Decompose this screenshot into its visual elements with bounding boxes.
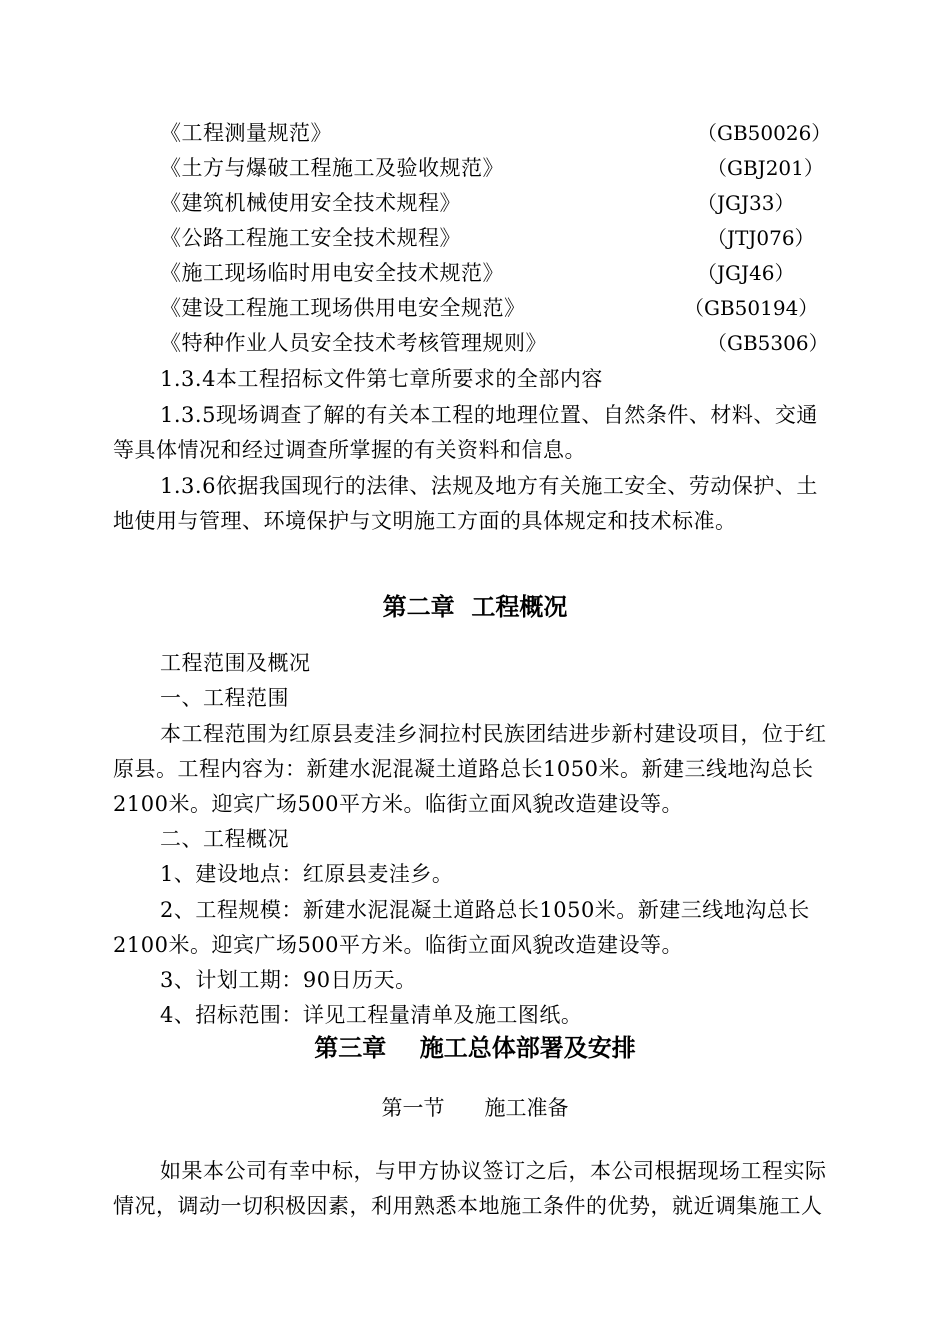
- list-item-continued: 2100米。迎宾广场500平方米。临街立面风貌改造建设等。: [113, 933, 684, 957]
- list-item: 3、计划工期：90日历天。: [160, 968, 417, 992]
- paragraph-line: 如果本公司有幸中标，与甲方协议签订之后，本公司根据现场工程实际: [160, 1159, 827, 1183]
- chapter-title: 第二章 工程概况: [382, 592, 568, 621]
- standard-code: （GB5306）: [707, 331, 829, 355]
- list-item: 2、工程规模：新建水泥混凝土道路总长1050米。新建三线地沟总长: [160, 898, 810, 922]
- basis-item: 1.3.5现场调查了解的有关本工程的地理位置、自然条件、材料、交通: [160, 403, 818, 427]
- standard-title: 《土方与爆破工程施工及验收规范》: [160, 156, 504, 180]
- basis-item: 1.3.6依据我国现行的法律、法规及地方有关施工安全、劳动保护、土: [160, 474, 818, 498]
- paragraph-line: 原县。工程内容为：新建水泥混凝土道路总长1050米。新建三线地沟总长: [113, 757, 814, 781]
- basis-item: 1.3.4本工程招标文件第七章所要求的全部内容: [160, 367, 603, 391]
- section-heading: 工程范围及概况: [160, 651, 311, 675]
- standard-title: 《工程测量规范》: [160, 121, 332, 145]
- standard-title: 《特种作业人员安全技术考核管理规则》: [160, 331, 547, 355]
- list-item: 1、建设地点：红原县麦洼乡。: [160, 862, 454, 886]
- standard-title: 《施工现场临时用电安全技术规范》: [160, 261, 504, 285]
- standard-code: （GBJ201）: [707, 156, 824, 180]
- subsection-heading: 一、工程范围: [160, 686, 289, 710]
- standard-title: 《公路工程施工安全技术规程》: [160, 226, 461, 250]
- standard-title: 《建设工程施工现场供用电安全规范》: [160, 296, 526, 320]
- standard-code: （JGJ46）: [697, 261, 795, 285]
- chapter-title: 第三章 施工总体部署及安排: [314, 1033, 636, 1062]
- section-title: 第一节 施工准备: [381, 1096, 569, 1120]
- basis-item-continued: 等具体情况和经过调查所掌握的有关资料和信息。: [113, 438, 586, 462]
- standard-code: （GB50194）: [684, 296, 819, 320]
- standard-title: 《建筑机械使用安全技术规程》: [160, 191, 461, 215]
- standard-code: （JGJ33）: [697, 191, 795, 215]
- subsection-heading: 二、工程概况: [160, 827, 289, 851]
- paragraph-line: 情况，调动一切积极因素，利用熟悉本地施工条件的优势，就近调集施工人: [113, 1194, 823, 1218]
- paragraph-line: 2100米。迎宾广场500平方米。临街立面风貌改造建设等。: [113, 792, 684, 816]
- basis-item-continued: 地使用与管理、环境保护与文明施工方面的具体规定和技术标准。: [113, 509, 737, 533]
- standard-code: （GB50026）: [697, 121, 832, 145]
- paragraph-line: 本工程范围为红原县麦洼乡洞拉村民族团结进步新村建设项目，位于红: [160, 722, 827, 746]
- list-item: 4、招标范围：详见工程量清单及施工图纸。: [160, 1003, 583, 1027]
- standard-code: （JTJ076）: [707, 226, 815, 250]
